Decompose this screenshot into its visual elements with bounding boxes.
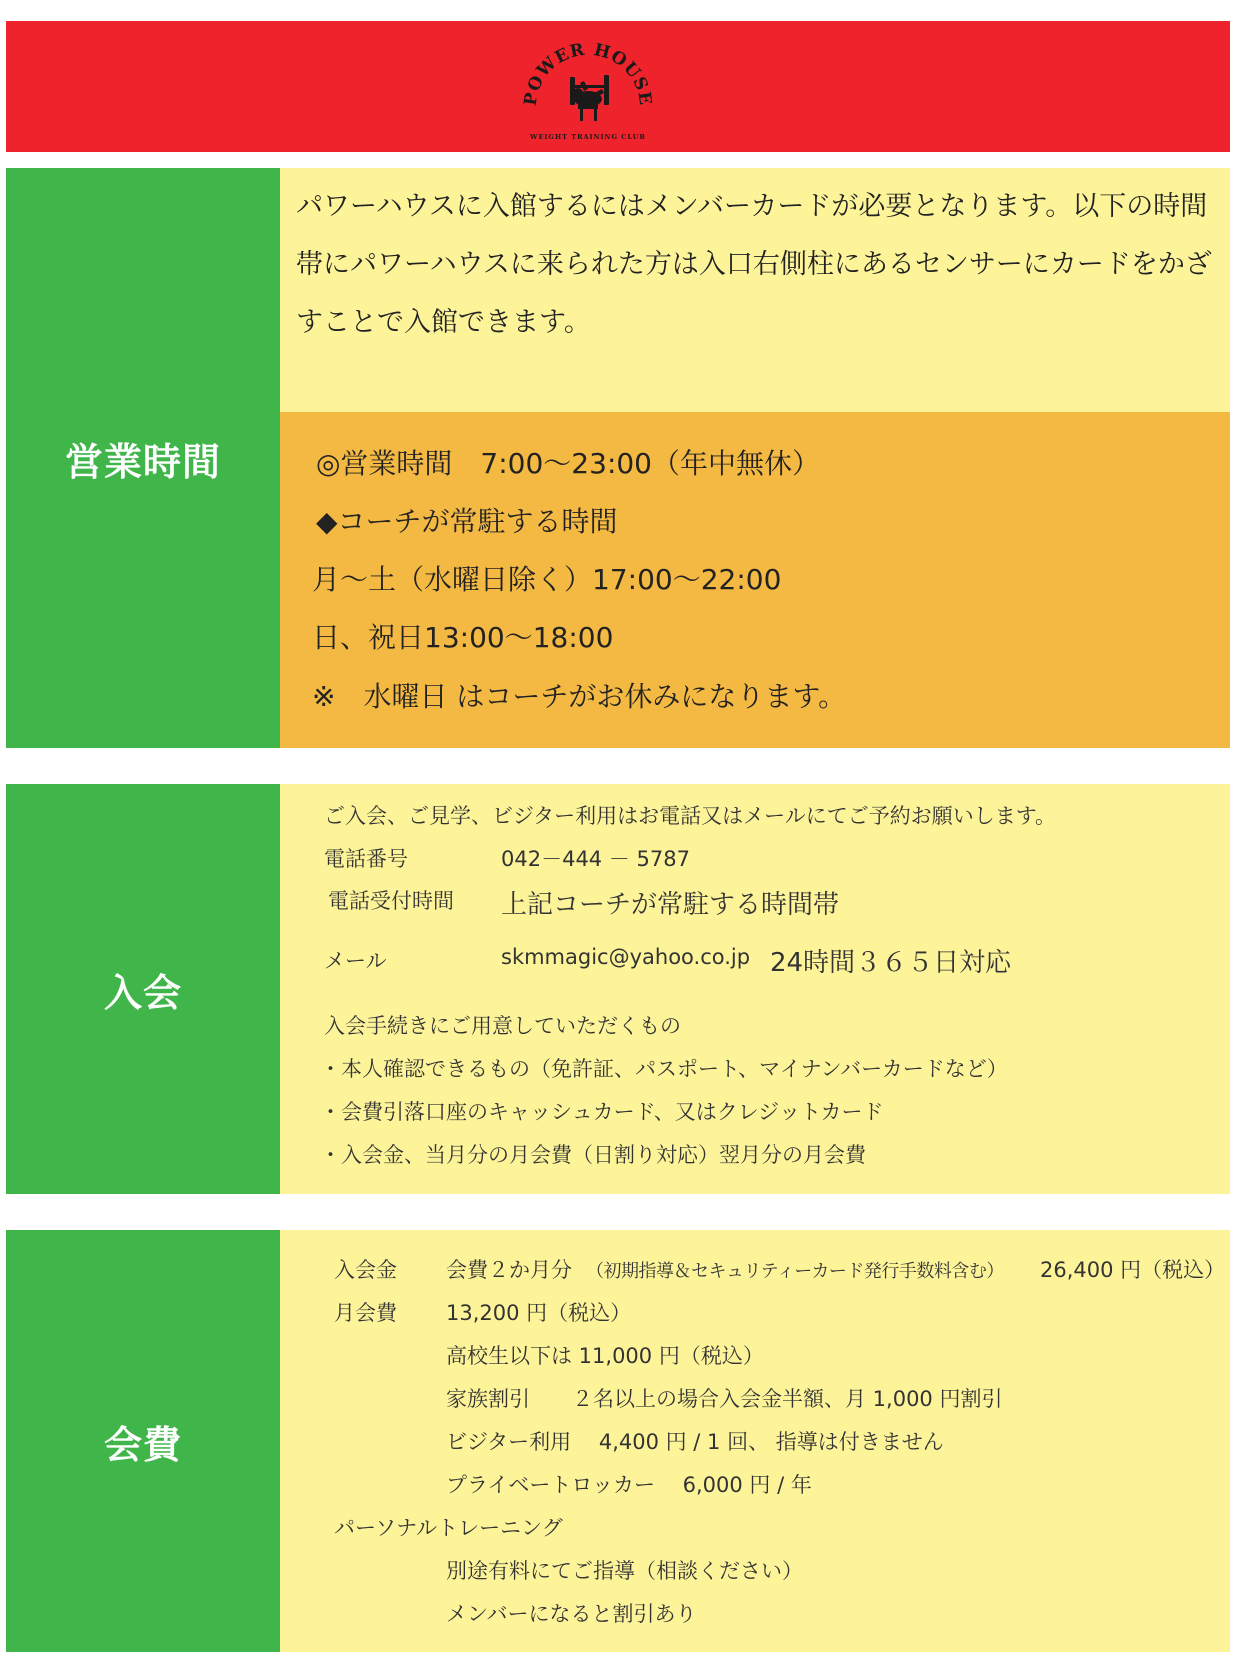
fees-heading: 会費 <box>103 1422 182 1467</box>
join-heading: 入会 <box>103 970 182 1015</box>
hours-line-coach-title: ◆コーチが常駐する時間 <box>316 505 618 538</box>
reception-value: 上記コーチが常駐する時間帯 <box>501 890 840 920</box>
reception-label: 電話受付時間 <box>328 889 454 913</box>
hours-line-holiday: 日、祝日13:00～18:00 <box>312 621 614 654</box>
join-notice: ご入会、ご見学、ビジター利用はお電話又はメールにてご予約お願いします。 <box>324 804 1057 828</box>
hours-schedule-panel <box>280 412 1230 748</box>
phone-value: 042－444 － 5787 <box>501 847 690 871</box>
mail-availability: 24時間３６５日対応 <box>770 948 1012 978</box>
hours-intro-text: パワーハウスに入館するにはメンバーカードが必要となります。以下の時間帯にパワーハウスに来られた方は入口右側柱にあるセンサーにカードをかざすことで入館できます。 <box>296 191 1212 338</box>
monthly-fee-label: 月会費 <box>334 1301 397 1325</box>
mail-label: メール <box>324 949 387 973</box>
hours-intro-panel <box>280 168 1230 412</box>
student-fee: 高校生以下は 11,000 円（税込） <box>446 1344 764 1368</box>
logo-subtitle: WEIGHT TRAINING CLUB <box>530 133 646 141</box>
power-house-logo <box>518 35 658 143</box>
join-section <box>6 784 1230 1194</box>
hours-heading: 営業時間 <box>64 439 221 484</box>
family-discount: 家族割引 ２名以上の場合入会金半額、月 1,000 円割引 <box>446 1387 1003 1411</box>
mail-address-link[interactable]: skmmagic@yahoo.co.jp <box>501 945 751 969</box>
fees-label-block <box>6 1230 280 1652</box>
hours-line-note: ※ 水曜日 はコーチがお休みになります。 <box>312 680 847 713</box>
fees-panel <box>280 1230 1230 1652</box>
entry-fee-main: 会費２か月分 <box>446 1258 572 1282</box>
personal-training-label: パーソナルトレーニング <box>334 1516 563 1540</box>
logo-graphic <box>518 35 658 143</box>
monthly-fee-value: 13,200 円（税込） <box>446 1301 632 1325</box>
join-item-3: ・入会金、当月分の月会費（日割り対応）翌月分の月会費 <box>320 1143 866 1167</box>
weightlifter-bench-press-icon <box>570 75 609 121</box>
join-item-1: ・本人確認できるもの（免許証、パスポート、マイナンバーカードなど） <box>320 1057 1008 1081</box>
hours-line-weekday: 月～土（水曜日除く）17:00～22:00 <box>312 563 782 596</box>
header-banner <box>6 21 1230 152</box>
entry-fee-amount: 26,400 円（税込） <box>1040 1258 1226 1282</box>
visitor-fee: ビジター利用 4,400 円 / 1 回、 指導は付きません <box>446 1430 944 1454</box>
join-item-2: ・会費引落口座のキャッシュカード、又はクレジットカード <box>320 1100 884 1124</box>
personal-training-note-1: 別途有料にてご指導（相談ください） <box>446 1559 803 1583</box>
personal-training-note-2: メンバーになると割引あり <box>446 1602 697 1626</box>
join-panel <box>280 784 1230 1194</box>
hours-label-block <box>6 168 280 748</box>
join-items-title: 入会手続きにご用意していただくもの <box>324 1014 681 1038</box>
phone-label: 電話番号 <box>324 847 408 871</box>
entry-fee-note: （初期指導＆セキュリティーカード発行手数料含む） <box>586 1261 1004 1282</box>
hours-line-business: ◎営業時間 7:00～23:00（年中無休） <box>316 447 821 480</box>
fees-section <box>6 1230 1230 1652</box>
entry-fee-label: 入会金 <box>334 1258 397 1282</box>
locker-fee: プライベートロッカー 6,000 円 / 年 <box>446 1473 812 1497</box>
join-label-block <box>6 784 280 1194</box>
hours-section <box>6 168 1230 748</box>
logo-arc-text: POWER HOUSE <box>520 39 656 108</box>
